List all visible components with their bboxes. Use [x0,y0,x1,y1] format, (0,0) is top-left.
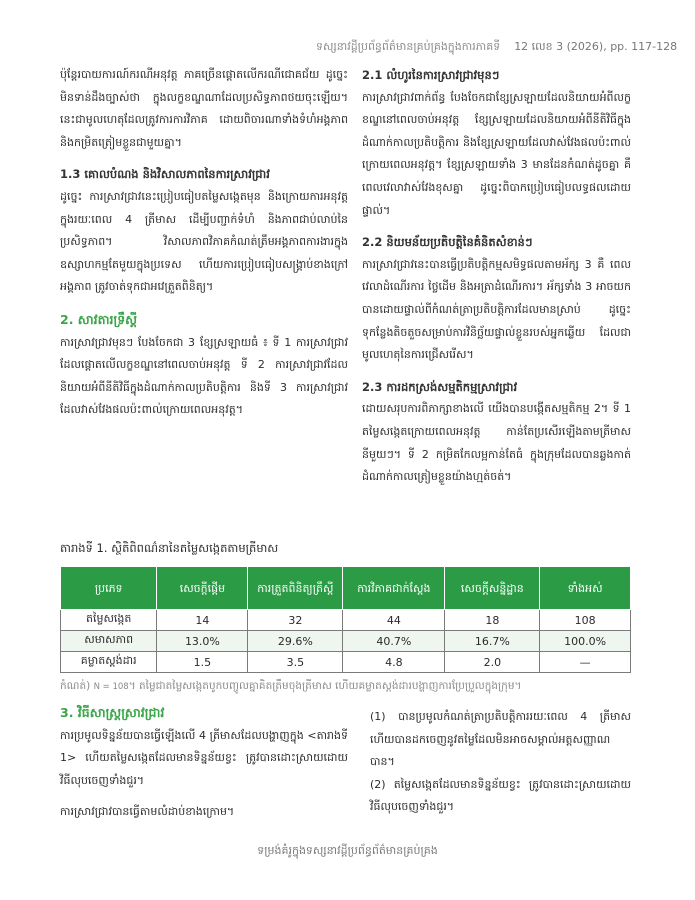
table-cell: 3.5 [248,652,343,673]
section-2-1-heading: 2.1 លំហូរនៃការស្រាវជ្រាវមុនៗ [362,68,500,82]
table-note [60,680,521,695]
volume-info: 12 លេខ 3 (2026), pp. 117-128 [514,40,678,53]
table-cell: 108 [540,610,631,631]
note-prefix: កំណត់) [60,680,91,692]
procedure-step-2: (2) តម្លៃសង្កេតដែលមានទិន្នន័យខ្វះ ត្រូវបានដោះស្រាយដោយវិធីលុបចេញទាំងជួរ។ [370,777,631,814]
table-row [61,610,631,631]
table-cell: 40.7% [343,631,445,652]
running-header [316,40,678,56]
note-text: ។ តម្លៃជាតម្លៃសង្កេតបូកបញ្ចូលគ្នាគិតត្រឹមចុងត្រីមាស ហើយគម្លាតស្តង់ដារបង្ហាញការប្រែប្រួលក្នុងក្រុម។ [128,680,522,692]
row-label-std-dev: គម្លាតស្តង់ដារ [61,652,157,673]
journal-name: ទស្សនាវដ្ដីប្រព័ន្ធព័ត៌មានគ្រប់គ្រងក្នុងការភាគទី [316,40,501,53]
row-label-observations: តម្លៃសង្កេត [61,610,157,631]
note-sample-size: N = 108 [93,682,129,692]
left-column [60,64,348,422]
section-3-body: ការប្រមូលទិន្នន័យបានធ្វើឡើងលើ 4 ត្រីមាសដែលបង្ហាញក្នុង <តារាងទី 1> ហើយតម្លៃសង្កេតដែលមានទិន្នន័យខ្វះ ត្រូវបានដោះស្រាយដោយវិធីលុបចេញទាំងជួរ។ [60,728,348,787]
section-2-3-heading: 2.3 ការដកស្រង់សម្មតិកម្មស្រាវជ្រាវ [362,379,518,394]
section-3-body-2: ការស្រាវជ្រាវបានធ្វើតាមលំដាប់ខាងក្រោម។ [60,805,235,819]
descriptive-stats-table [60,566,631,673]
table-cell: 16.7% [445,631,540,652]
lower-right-column [370,706,631,819]
section-2-1-body: ការស្រាវជ្រាវពាក់ព័ន្ធ បែងចែកជាខ្សែស្រឡាយដែលនិយាយអំពីលក្ខខណ្ឌនៅពេលចាប់អនុវត្ត ខ្សែស្រឡាយដែលនិយាយអំពីនីតិវិធីក្នុងដំណាក់កាលប្រតិបត្តិការ និងខ្សែស្រឡាយដែលវាស់វែងផលប៉ះពាល់ក្រោយពេលអនុវត្ត។ ខ្សែស្រឡាយទាំង 3 មានដែនកំណត់ដូចគ្នា គឺពេលវេលាវាស់វែងខុសគ្នា ដូច្នេះពិបាកប្រៀបធៀបលទ្ធផលដោយផ្ទាល់។ [362,90,631,217]
right-column [362,64,631,489]
lower-left-column [60,702,348,824]
section-2-2-body: ការស្រាវជ្រាវនេះបានធ្វើប្រតិបត្តិកម្មសមិទ្ធផលតាមអ័ក្ស 3 គឺ ពេលវេលាដំណើរការ ថ្លៃដើម និងអត្រាដំណើរការ។ អ័ក្សទាំង 3 អាចយកបានដោយផ្ទាល់ពីកំណត់ត្រាប្រតិបត្តិការដែលមានស្រាប់ ដូច្នេះទុកន្លែងតិចតួចសម្រាប់ការវិនិច្ឆ័យផ្ទាល់ខ្លួនរបស់អ្នកឆ្លើយ ដែលជាមូលហេតុនៃការជ្រើសរើស។ [362,257,631,362]
section-2-3-body: ដោយសរុបការពិភាក្សាខាងលើ យើងបានបង្កើតសម្មតិកម្ម 2។ ទី 1 តម្លៃសង្កេតក្រោយពេលអនុវត្ត កាន់តែប្រសើរឡើងតាមត្រីមាសនីមួយៗ។ ទី 2 កម្រិតកែលម្អកាន់តែធំ ក្នុងក្រុមដែលបានឆ្លងកាត់ដំណាក់កាលត្រៀមខ្លួនយ៉ាងហ្មត់ចត់។ [362,402,631,484]
table-cell: 13.0% [157,631,248,652]
procedure-step-1: (1) បានប្រមូលកំណត់ត្រាប្រតិបត្តិការរយៈពេល 4 ត្រីមាស ហើយបានដកចេញនូវតម្លៃដែលមិនអាចសម្គាល់អត្តសញ្ញាណបាន។ [370,710,631,769]
table-cell: 1.5 [157,652,248,673]
table-cell: 29.6% [248,631,343,652]
table-cell: 32 [248,610,343,631]
section-2-heading: 2. សាវតារទ្រឹស្ដី [60,311,138,327]
section-1-3-heading: 1.3 គោលបំណង និងវិសាលភាពនៃការស្រាវជ្រាវ [60,167,270,182]
col-header-introduction: សេចក្ដីផ្ដើម [157,567,248,610]
section-2-2-heading: 2.2 និយមន័យប្រតិបត្តិនៃគំនិតសំខាន់ៗ [362,235,533,250]
table-cell: 4.8 [343,652,445,673]
col-header-conclusion: សេចក្ដីសន្និដ្ឋាន [445,567,540,610]
table-row [61,652,631,673]
section-2-body: ការស្រាវជ្រាវមុនៗ បែងចែកជា 3 ខ្សែស្រឡាយធំ ៖ ទី 1 ការស្រាវជ្រាវដែលផ្ដោតលើលក្ខខណ្ឌនៅពេលចាប់អនុវត្ត ទី 2 ការស្រាវជ្រាវដែលនិយាយអំពីនីតិវិធីក្នុងដំណាក់កាលប្រតិបត្តិការ និងទី 3 ការស្រាវជ្រាវដែលវាស់វែងផលប៉ះពាល់ក្រោយពេលអនុវត្ត។ [60,335,348,417]
table-row [61,631,631,652]
table-cell: 18 [445,610,540,631]
table-cell: — [540,652,631,673]
col-header-theory-review: ការត្រួតពិនិត្យត្រឹស្ដី [248,567,343,610]
page-footer: ទម្រង់គំរូក្នុងទស្សនាវដ្ដីប្រព័ន្ធព័ត៌មានគ្រប់គ្រង [257,844,438,857]
table-cell: 100.0% [540,631,631,652]
table-header-row [61,567,631,610]
table-1-title: តារាងទី 1. ស្ថិតិពិពណ៌នានៃតម្លៃសង្កេតតាមត្រីមាស [60,541,279,555]
intro-paragraph: ប៉ុន្តែរបាយការណ៍ករណីអនុវត្ត ភាគច្រើនផ្ដោតលើករណីជោគជ័យ ដូច្នេះមិនទាន់ដឹងច្បាស់ថា ក្នុងលក្ខខណ្ឌណាដែលប្រសិទ្ធភាពថយចុះឡើយ។ នេះជាមូលហេតុដែលត្រូវការការវិភាគ ដោយពិចារណាទាំងទំហំអង្គភាព និងកម្រិតត្រៀមខ្លួនជាមួយគ្នា។ [60,68,348,149]
section-3-heading: 3. វិធីសាស្រ្តស្រាវជ្រាវ [60,705,165,720]
col-header-category: ប្រភេទ [61,567,157,610]
table-cell: 44 [343,610,445,631]
row-label-composition: សមាសភាព [61,631,157,652]
table-cell: 2.0 [445,652,540,673]
section-1-3-body: ដូច្នេះ ការស្រាវជ្រាវនេះប្រៀបធៀបតម្លៃសង្កេតមុន និងក្រោយការអនុវត្ត ក្នុងរយៈពេល 4 ត្រីមាស ដើម្បីបញ្ជាក់ទំហំ និងភាពជាប់លាប់នៃប្រសិទ្ធភាព។ វិសាលភាពវិភាគកំណត់ត្រឹមអង្គភាពការងារក្នុងឧស្សាហកម្មតែមួយក្នុងប្រទេស ហើយការប្រៀបធៀបសង្គ្រាប់ខាងក្រៅអង្គភាព ត្រូវចាត់ទុកជាអវេត្រួតពិនិត្យ។ [60,189,348,294]
col-header-empirical-analysis: ការវិភាគជាក់ស្ដែង [343,567,445,610]
table-cell: 14 [157,610,248,631]
col-header-total: ទាំងអស់ [540,567,631,610]
